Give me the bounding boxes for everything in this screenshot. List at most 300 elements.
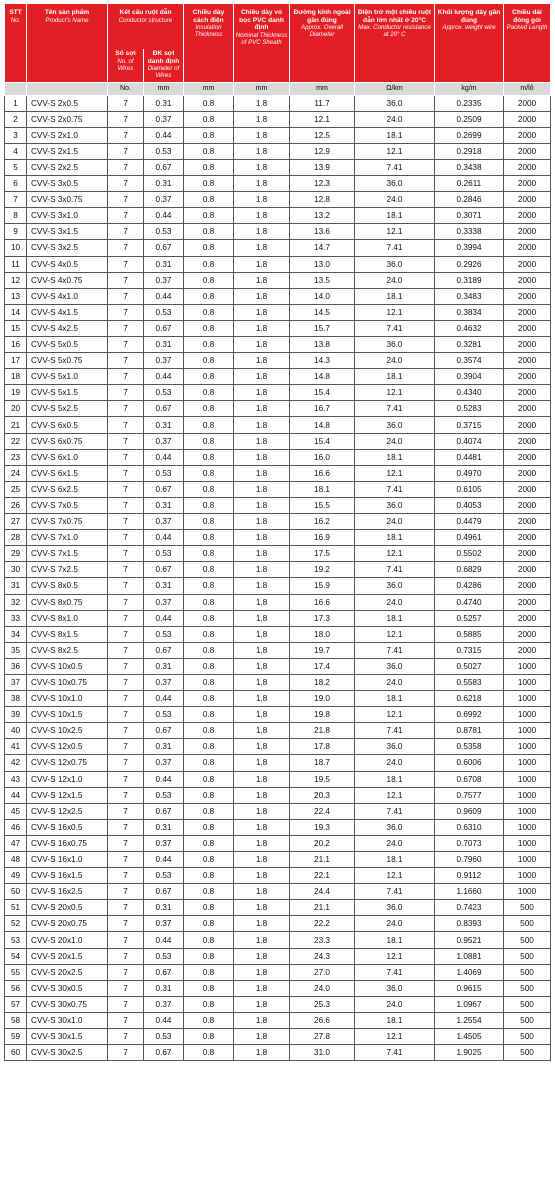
packed-length-cell: 1000 [504,884,551,900]
overall-diameter-cell: 13.2 [290,208,355,224]
product-name-cell: CVV-S 3x0.5 [27,176,108,192]
overall-diameter-cell: 14.0 [290,288,355,304]
row-number-cell: 31 [5,578,27,594]
table-row [5,707,551,723]
packed-length-cell: 2000 [504,385,551,401]
insulation-thickness-cell: 0.8 [184,530,234,546]
overall-diameter-cell: 21.8 [290,723,355,739]
overall-diameter-cell: 16.6 [290,594,355,610]
packed-length-cell: 1000 [504,755,551,771]
insulation-thickness-cell: 0.8 [184,95,234,111]
overall-diameter-cell: 16.7 [290,401,355,417]
wire-count-cell: 7 [108,1045,144,1061]
product-name-cell: CVV-S 16x1.5 [27,868,108,884]
row-number-cell: 39 [5,707,27,723]
row-number-cell: 34 [5,626,27,642]
insulation-thickness-cell: 0.8 [184,1012,234,1028]
approx-weight-cell: 0.7073 [435,835,504,851]
wire-count-cell: 7 [108,304,144,320]
wire-count-cell: 7 [108,562,144,578]
sheath-thickness-cell: 1.8 [234,964,290,980]
wire-diameter-cell: 0.31 [144,819,184,835]
wire-diameter-cell: 0.44 [144,1012,184,1028]
approx-weight-cell: 0.6310 [435,819,504,835]
approx-weight-cell: 0.4286 [435,578,504,594]
approx-weight-cell: 0.6992 [435,707,504,723]
approx-weight-cell: 0.3834 [435,304,504,320]
row-number-cell: 7 [5,192,27,208]
packed-length-cell: 500 [504,996,551,1012]
sheath-thickness-cell: 1.8 [234,691,290,707]
overall-diameter-cell: 12.3 [290,176,355,192]
sheath-thickness-cell: 1.8 [234,916,290,932]
table-row [5,852,551,868]
sheath-thickness-cell: 1.8 [234,224,290,240]
overall-diameter-cell: 17.3 [290,610,355,626]
approx-weight-cell: 1.4505 [435,1029,504,1045]
wire-count-cell: 7 [108,852,144,868]
product-name-cell: CVV-S 5x1.5 [27,385,108,401]
overall-diameter-cell: 20.3 [290,787,355,803]
insulation-thickness-cell: 0.8 [184,320,234,336]
wire-count-cell: 7 [108,208,144,224]
max-resistance-cell: 12.1 [355,385,435,401]
wire-count-cell: 7 [108,739,144,755]
wire-count-cell: 7 [108,127,144,143]
approx-weight-cell: 0.4340 [435,385,504,401]
wire-diameter-cell: 0.31 [144,739,184,755]
approx-weight-cell: 0.5502 [435,546,504,562]
wire-count-cell: 7 [108,433,144,449]
header-stt: STT No. [5,4,27,82]
table-row [5,884,551,900]
approx-weight-cell: 0.7423 [435,900,504,916]
wire-count-cell: 7 [108,353,144,369]
wire-count-cell: 7 [108,111,144,127]
header-name: Tên sản phẩm Product's Name [27,4,108,82]
row-number-cell: 24 [5,465,27,481]
packed-length-cell: 2000 [504,578,551,594]
sheath-thickness-cell: 1.8 [234,353,290,369]
product-name-cell: CVV-S 16x2.5 [27,884,108,900]
insulation-thickness-cell: 0.8 [184,288,234,304]
product-name-cell: CVV-S 8x1.0 [27,610,108,626]
packed-length-cell: 2000 [504,369,551,385]
row-number-cell: 56 [5,980,27,996]
approx-weight-cell: 1.9025 [435,1045,504,1061]
sheath-thickness-cell: 1.8 [234,417,290,433]
cable-spec-sheet [4,4,550,1061]
packed-length-cell: 500 [504,932,551,948]
table-row [5,208,551,224]
approx-weight-cell: 0.7960 [435,852,504,868]
row-number-cell: 10 [5,240,27,256]
wire-count-cell: 7 [108,610,144,626]
insulation-thickness-cell: 0.8 [184,353,234,369]
insulation-thickness-cell: 0.8 [184,369,234,385]
table-row [5,626,551,642]
row-number-cell: 1 [5,95,27,111]
product-name-cell: CVV-S 6x1.5 [27,465,108,481]
product-name-cell: CVV-S 10x2.5 [27,723,108,739]
product-name-cell: CVV-S 30x0.5 [27,980,108,996]
packed-length-cell: 1000 [504,771,551,787]
approx-weight-cell: 0.3483 [435,288,504,304]
wire-diameter-cell: 0.44 [144,691,184,707]
wire-count-cell: 7 [108,707,144,723]
max-resistance-cell: 36.0 [355,176,435,192]
row-number-cell: 4 [5,143,27,159]
max-resistance-cell: 18.1 [355,771,435,787]
max-resistance-cell: 18.1 [355,530,435,546]
approx-weight-cell: 0.2611 [435,176,504,192]
unit-cell: mm [184,82,234,95]
max-resistance-cell: 12.1 [355,143,435,159]
approx-weight-cell: 0.3574 [435,353,504,369]
overall-diameter-cell: 18.0 [290,626,355,642]
max-resistance-cell: 36.0 [355,337,435,353]
packed-length-cell: 1000 [504,787,551,803]
sheath-thickness-cell: 1.8 [234,674,290,690]
insulation-thickness-cell: 0.8 [184,401,234,417]
table-row [5,916,551,932]
packed-length-cell: 2000 [504,143,551,159]
row-number-cell: 27 [5,514,27,530]
wire-count-cell: 7 [108,626,144,642]
row-number-cell: 9 [5,224,27,240]
insulation-thickness-cell: 0.8 [184,176,234,192]
sheath-thickness-cell: 1.8 [234,401,290,417]
max-resistance-cell: 24.0 [355,996,435,1012]
table-row [5,481,551,497]
overall-diameter-cell: 24.4 [290,884,355,900]
table-row [5,320,551,336]
approx-weight-cell: 0.4481 [435,449,504,465]
wire-diameter-cell: 0.67 [144,1045,184,1061]
wire-count-cell: 7 [108,819,144,835]
wire-diameter-cell: 0.31 [144,900,184,916]
unit-cell: mm [234,82,290,95]
packed-length-cell: 2000 [504,224,551,240]
packed-length-cell: 500 [504,1045,551,1061]
overall-diameter-cell: 19.8 [290,707,355,723]
packed-length-cell: 2000 [504,240,551,256]
table-row [5,369,551,385]
approx-weight-cell: 0.6708 [435,771,504,787]
row-number-cell: 3 [5,127,27,143]
approx-weight-cell: 0.6006 [435,755,504,771]
packed-length-cell: 1000 [504,723,551,739]
approx-weight-cell: 0.2699 [435,127,504,143]
wire-count-cell: 7 [108,1012,144,1028]
overall-diameter-cell: 12.9 [290,143,355,159]
table-row [5,240,551,256]
wire-count-cell: 7 [108,691,144,707]
row-number-cell: 17 [5,353,27,369]
table-row [5,465,551,481]
table-row [5,514,551,530]
insulation-thickness-cell: 0.8 [184,916,234,932]
wire-diameter-cell: 0.31 [144,337,184,353]
header-structure: Kết cấu ruột dẫn Conductor structure [108,4,184,49]
product-name-cell: CVV-S 3x0.75 [27,192,108,208]
max-resistance-cell: 7.41 [355,884,435,900]
sheath-thickness-cell: 1.8 [234,835,290,851]
sheath-thickness-cell: 1.8 [234,369,290,385]
sheath-thickness-cell: 1.8 [234,562,290,578]
wire-diameter-cell: 0.37 [144,192,184,208]
wire-diameter-cell: 0.31 [144,417,184,433]
packed-length-cell: 1000 [504,691,551,707]
wire-diameter-cell: 0.37 [144,272,184,288]
wire-count-cell: 7 [108,337,144,353]
row-number-cell: 22 [5,433,27,449]
row-number-cell: 45 [5,803,27,819]
wire-count-cell: 7 [108,159,144,175]
max-resistance-cell: 12.1 [355,787,435,803]
packed-length-cell: 2000 [504,127,551,143]
approx-weight-cell: 0.5257 [435,610,504,626]
header-row [5,4,551,49]
max-resistance-cell: 36.0 [355,739,435,755]
wire-count-cell: 7 [108,964,144,980]
row-number-cell: 43 [5,771,27,787]
approx-weight-cell: 1.2554 [435,1012,504,1028]
sheath-thickness-cell: 1.8 [234,658,290,674]
table-row [5,497,551,513]
max-resistance-cell: 36.0 [355,819,435,835]
row-number-cell: 49 [5,868,27,884]
product-name-cell: CVV-S 4x2.5 [27,320,108,336]
header-weight: Khối lượng dây gần đúng Approx. weight wire [435,4,504,82]
max-resistance-cell: 7.41 [355,240,435,256]
row-number-cell: 32 [5,594,27,610]
sheath-thickness-cell: 1.8 [234,707,290,723]
max-resistance-cell: 36.0 [355,256,435,272]
wire-count-cell: 7 [108,835,144,851]
approx-weight-cell: 0.3338 [435,224,504,240]
row-number-cell: 29 [5,546,27,562]
wire-diameter-cell: 0.53 [144,948,184,964]
product-name-cell: CVV-S 7x0.5 [27,497,108,513]
unit-cell [5,82,27,95]
approx-weight-cell: 0.3715 [435,417,504,433]
wire-diameter-cell: 0.67 [144,642,184,658]
packed-length-cell: 2000 [504,353,551,369]
wire-diameter-cell: 0.44 [144,127,184,143]
row-number-cell: 59 [5,1029,27,1045]
table-row [5,610,551,626]
sheath-thickness-cell: 1.8 [234,514,290,530]
sheath-thickness-cell: 1.8 [234,1045,290,1061]
insulation-thickness-cell: 0.8 [184,304,234,320]
table-row [5,1045,551,1061]
insulation-thickness-cell: 0.8 [184,819,234,835]
product-name-cell: CVV-S 6x2.5 [27,481,108,497]
wire-diameter-cell: 0.67 [144,481,184,497]
insulation-thickness-cell: 0.8 [184,208,234,224]
product-name-cell: CVV-S 30x1.5 [27,1029,108,1045]
max-resistance-cell: 12.1 [355,546,435,562]
insulation-thickness-cell: 0.8 [184,852,234,868]
insulation-thickness-cell: 0.8 [184,771,234,787]
sheath-thickness-cell: 1.8 [234,755,290,771]
table-row [5,176,551,192]
overall-diameter-cell: 20.2 [290,835,355,851]
wire-count-cell: 7 [108,868,144,884]
overall-diameter-cell: 17.8 [290,739,355,755]
wire-count-cell: 7 [108,916,144,932]
insulation-thickness-cell: 0.8 [184,674,234,690]
max-resistance-cell: 18.1 [355,208,435,224]
insulation-thickness-cell: 0.8 [184,433,234,449]
table-row [5,111,551,127]
overall-diameter-cell: 13.8 [290,337,355,353]
approx-weight-cell: 0.3904 [435,369,504,385]
unit-cell: Ω/km [355,82,435,95]
sheath-thickness-cell: 1.8 [234,626,290,642]
packed-length-cell: 2000 [504,594,551,610]
approx-weight-cell: 0.8393 [435,916,504,932]
wire-diameter-cell: 0.67 [144,240,184,256]
product-name-cell: CVV-S 7x2.5 [27,562,108,578]
insulation-thickness-cell: 0.8 [184,964,234,980]
insulation-thickness-cell: 0.8 [184,192,234,208]
wire-diameter-cell: 0.31 [144,578,184,594]
wire-count-cell: 7 [108,803,144,819]
overall-diameter-cell: 22.1 [290,868,355,884]
wire-count-cell: 7 [108,401,144,417]
max-resistance-cell: 18.1 [355,288,435,304]
packed-length-cell: 500 [504,1029,551,1045]
wire-count-cell: 7 [108,240,144,256]
overall-diameter-cell: 13.0 [290,256,355,272]
insulation-thickness-cell: 0.8 [184,385,234,401]
wire-count-cell: 7 [108,674,144,690]
overall-diameter-cell: 19.7 [290,642,355,658]
overall-diameter-cell: 16.9 [290,530,355,546]
sheath-thickness-cell: 1.8 [234,723,290,739]
product-name-cell: CVV-S 30x0.75 [27,996,108,1012]
table-row [5,787,551,803]
approx-weight-cell: 1.4069 [435,964,504,980]
row-number-cell: 5 [5,159,27,175]
sheath-thickness-cell: 1.8 [234,192,290,208]
unit-cell: mm [144,82,184,95]
packed-length-cell: 2000 [504,514,551,530]
wire-count-cell: 7 [108,497,144,513]
wire-count-cell: 7 [108,948,144,964]
wire-diameter-cell: 0.37 [144,916,184,932]
product-name-cell: CVV-S 8x0.5 [27,578,108,594]
approx-weight-cell: 0.4632 [435,320,504,336]
sheath-thickness-cell: 1.8 [234,771,290,787]
max-resistance-cell: 36.0 [355,578,435,594]
wire-count-cell: 7 [108,642,144,658]
sheath-thickness-cell: 1.8 [234,1012,290,1028]
wire-diameter-cell: 0.53 [144,143,184,159]
insulation-thickness-cell: 0.8 [184,642,234,658]
sheath-thickness-cell: 1.8 [234,449,290,465]
product-name-cell: CVV-S 4x0.5 [27,256,108,272]
insulation-thickness-cell: 0.8 [184,900,234,916]
max-resistance-cell: 24.0 [355,111,435,127]
row-number-cell: 60 [5,1045,27,1061]
overall-diameter-cell: 22.4 [290,803,355,819]
packed-length-cell: 2000 [504,176,551,192]
row-number-cell: 19 [5,385,27,401]
wire-count-cell: 7 [108,369,144,385]
overall-diameter-cell: 25.3 [290,996,355,1012]
wire-diameter-cell: 0.53 [144,546,184,562]
table-row [5,642,551,658]
header-overall-diameter: Đường kính ngoài gần đúng Approx. Overall Diameter [290,4,355,82]
packed-length-cell: 2000 [504,562,551,578]
table-row [5,546,551,562]
wire-count-cell: 7 [108,996,144,1012]
wire-count-cell: 7 [108,385,144,401]
table-row [5,192,551,208]
max-resistance-cell: 36.0 [355,658,435,674]
overall-diameter-cell: 23.3 [290,932,355,948]
sheath-thickness-cell: 1.8 [234,594,290,610]
product-name-cell: CVV-S 7x0.75 [27,514,108,530]
wire-count-cell: 7 [108,514,144,530]
table-row [5,803,551,819]
wire-diameter-cell: 0.31 [144,176,184,192]
row-number-cell: 33 [5,610,27,626]
insulation-thickness-cell: 0.8 [184,256,234,272]
row-number-cell: 6 [5,176,27,192]
sheath-thickness-cell: 1.8 [234,272,290,288]
packed-length-cell: 500 [504,948,551,964]
packed-length-cell: 2000 [504,304,551,320]
insulation-thickness-cell: 0.8 [184,868,234,884]
approx-weight-cell: 0.2335 [435,95,504,111]
wire-count-cell: 7 [108,723,144,739]
insulation-thickness-cell: 0.8 [184,739,234,755]
insulation-thickness-cell: 0.8 [184,610,234,626]
packed-length-cell: 1000 [504,674,551,690]
wire-diameter-cell: 0.44 [144,771,184,787]
sheath-thickness-cell: 1.8 [234,481,290,497]
row-number-cell: 12 [5,272,27,288]
wire-diameter-cell: 0.44 [144,932,184,948]
packed-length-cell: 2000 [504,481,551,497]
overall-diameter-cell: 11.7 [290,95,355,111]
overall-diameter-cell: 14.5 [290,304,355,320]
max-resistance-cell: 7.41 [355,642,435,658]
wire-count-cell: 7 [108,143,144,159]
table-row [5,900,551,916]
row-number-cell: 26 [5,497,27,513]
insulation-thickness-cell: 0.8 [184,932,234,948]
overall-diameter-cell: 15.9 [290,578,355,594]
max-resistance-cell: 7.41 [355,481,435,497]
wire-diameter-cell: 0.31 [144,658,184,674]
product-name-cell: CVV-S 3x2.5 [27,240,108,256]
wire-count-cell: 7 [108,320,144,336]
table-row [5,127,551,143]
overall-diameter-cell: 15.5 [290,497,355,513]
wire-diameter-cell: 0.67 [144,401,184,417]
insulation-thickness-cell: 0.8 [184,337,234,353]
approx-weight-cell: 0.2926 [435,256,504,272]
wire-count-cell: 7 [108,1029,144,1045]
max-resistance-cell: 18.1 [355,1012,435,1028]
max-resistance-cell: 12.1 [355,626,435,642]
approx-weight-cell: 0.6105 [435,481,504,497]
